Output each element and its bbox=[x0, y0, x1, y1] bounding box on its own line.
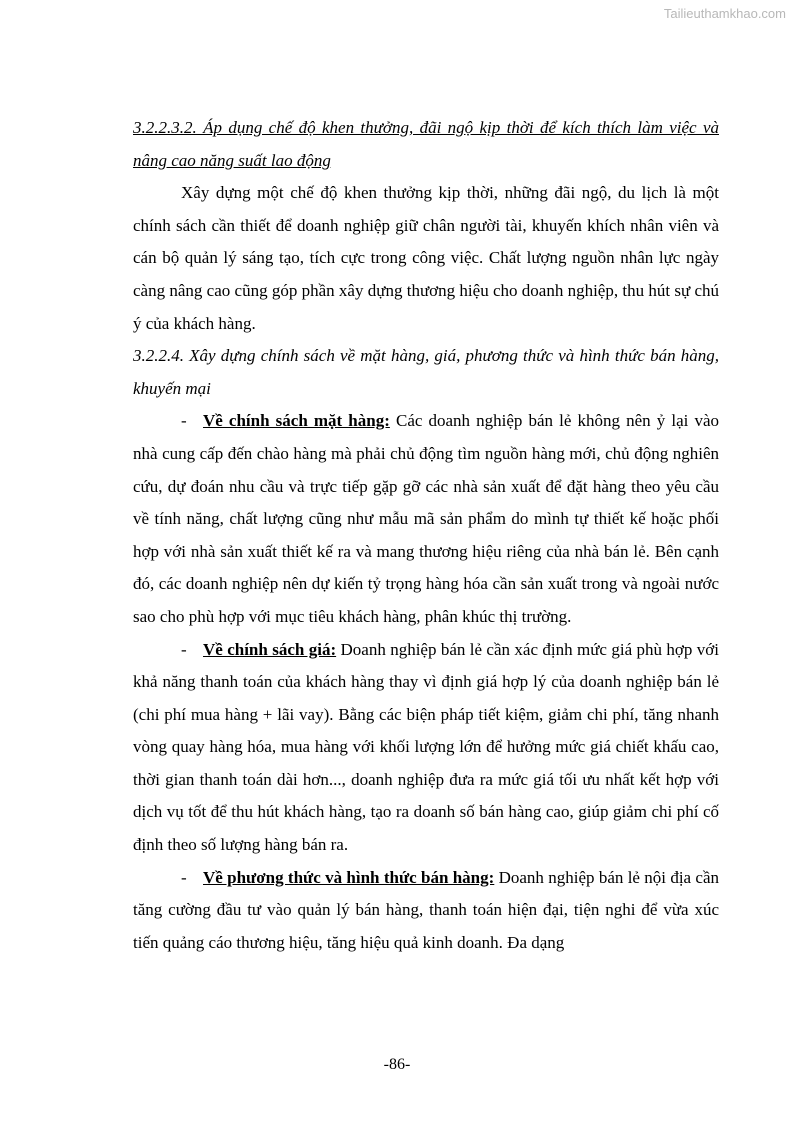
bullet-dash: - bbox=[181, 639, 187, 659]
bullet-title: Về chính sách giá: bbox=[203, 639, 337, 659]
section-heading-3-2-2-4: 3.2.2.4. Xây dựng chính sách về mặt hàng, giá, phương thức và hình thức bán hàng, khuyến mại bbox=[133, 346, 719, 398]
bullet-text: Doanh nghiệp bán lẻ nội địa cần tăng cường đầu tư vào quản lý bán hàng, thanh toán hiện đại, tiện nghi để vừa xúc tiến quảng cáo thương hiệu, tăng hiệu quả kinh doanh. Đa dạng bbox=[133, 867, 719, 952]
bullet-sales-method bbox=[133, 862, 719, 960]
bullet-dash: - bbox=[181, 867, 187, 887]
bullet-title: Về phương thức và hình thức bán hàng: bbox=[203, 867, 495, 887]
bullet-price-policy bbox=[133, 634, 719, 862]
page-number: -86- bbox=[383, 1056, 411, 1073]
section-heading-3-2-2-3-2: 3.2.2.3.2. Áp dụng chế độ khen thưởng, đãi ngộ kịp thời để kích thích làm việc và nâng cao năng suất lao động bbox=[133, 118, 719, 170]
bullet-dash: - bbox=[181, 411, 187, 431]
watermark-text: Tailieuthamkhao.com bbox=[663, 6, 786, 21]
bullet-product-policy bbox=[133, 405, 719, 633]
bullet-title: Về chính sách mặt hàng: bbox=[203, 411, 390, 431]
paragraph-reward-policy: Xây dựng một chế độ khen thưởng kịp thời, những đãi ngộ, du lịch là một chính sách cần thiết để doanh nghiệp giữ chân người tài, khuyến khích nhân viên và cán bộ quản lý sáng tạo, tích cực trong công việc. Chất lượng nguồn nhân lực ngày càng nâng cao cũng góp phần xây dựng thương hiệu cho doanh nghiệp, thu hút sự chú ý của khách hàng. bbox=[133, 183, 719, 333]
document-body bbox=[133, 112, 719, 959]
bullet-text: Các doanh nghiệp bán lẻ không nên ỷ lại vào nhà cung cấp đến chào hàng mà phải chủ động tìm nguồn hàng mới, chủ động nghiên cứu, dự đoán nhu cầu và trực tiếp gặp gỡ các nhà sản xuất để đặt hàng theo yêu cầu về tính năng, chất lượng cũng như mẫu mã sản phẩm do mình tự thiết kế hoặc phối hợp với nhà sản xuất thiết kế ra và mang thương hiệu riêng của nhà bán lẻ. Bên cạnh đó, các doanh nghiệp nên dự kiến tỷ trọng hàng hóa cần sản xuất trong và ngoài nước sao cho phù hợp với mục tiêu khách hàng, phân khúc thị trường. bbox=[133, 411, 720, 626]
bullet-text: Doanh nghiệp bán lẻ cần xác định mức giá phù hợp với khả năng thanh toán của khách hàng thay vì định giá hợp lý của doanh nghiệp bán lẻ (chi phí mua hàng + lãi vay). Bằng các biện pháp tiết kiệm, giảm chi phí, tăng nhanh vòng quay hàng hóa, mua hàng với khối lượng lớn để hưởng mức giá chiết khấu cao, thời gian thanh toán dài hơn..., doanh nghiệp đưa ra mức giá tối ưu nhất kết hợp với dịch vụ tốt để thu hút khách hàng, tạo ra doanh số bán hàng cao, giúp giảm chi phí cố định theo số lượng hàng bán ra. bbox=[133, 639, 719, 855]
